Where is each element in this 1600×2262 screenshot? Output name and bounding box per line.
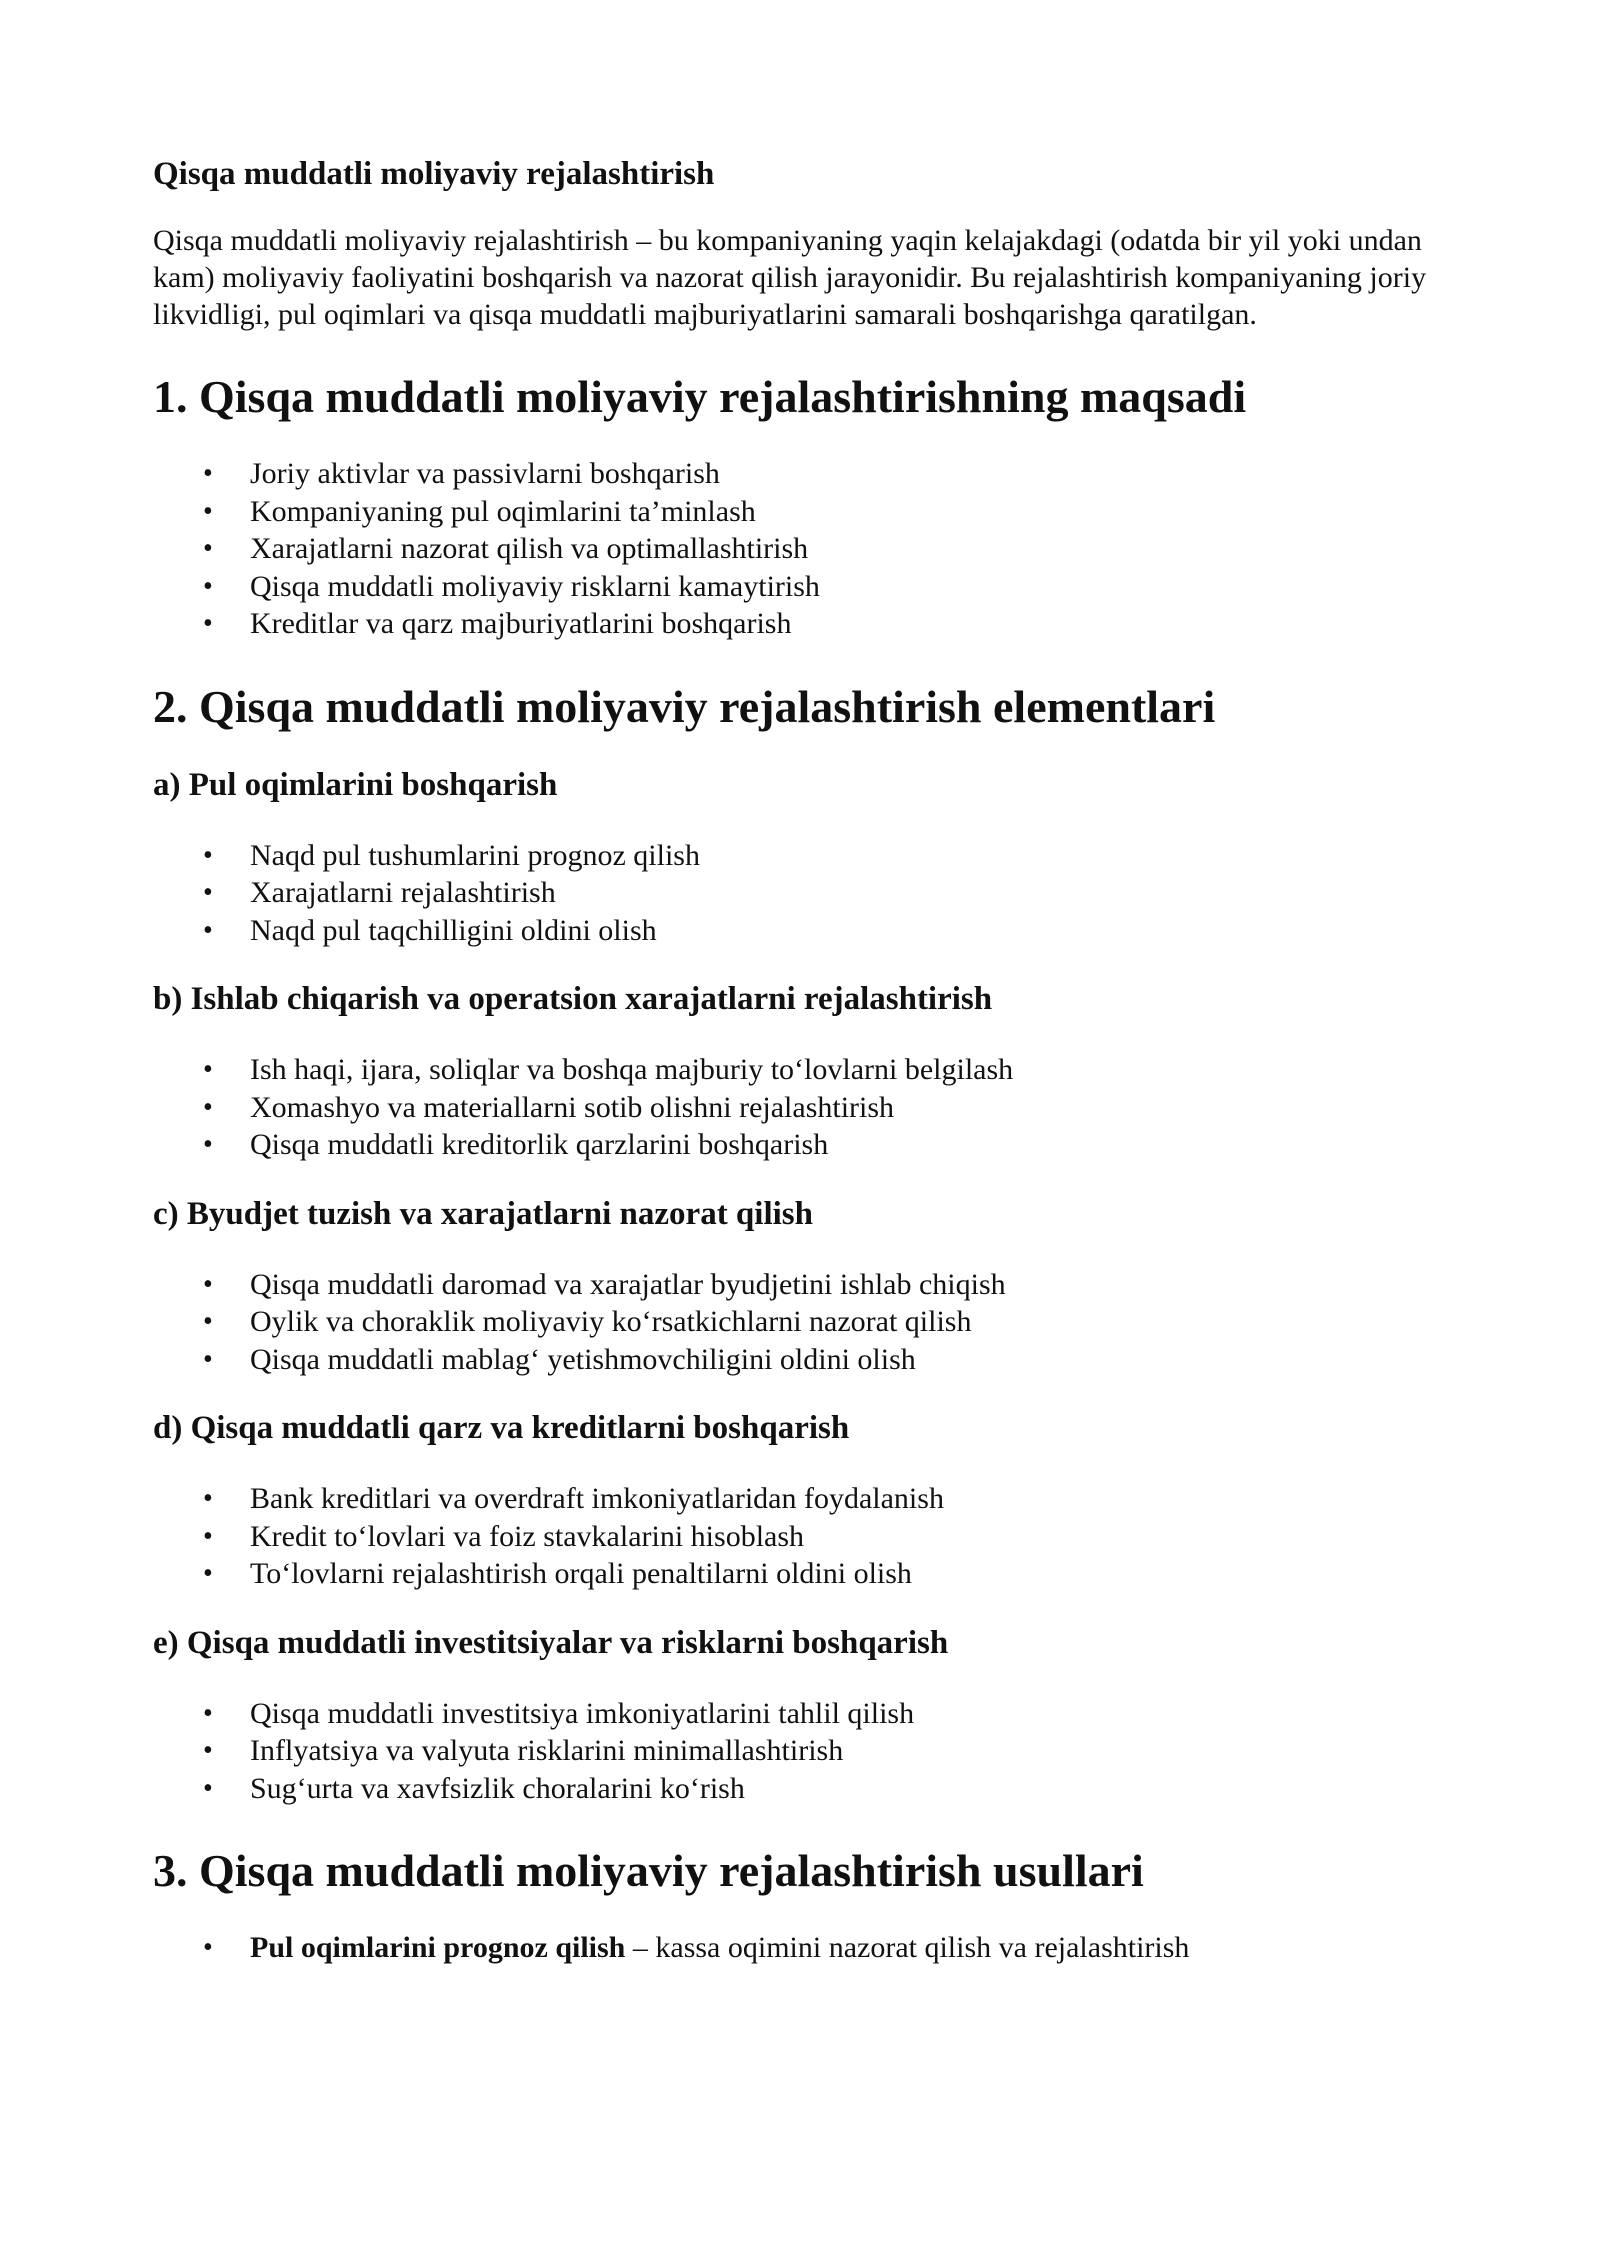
list-item [153, 1126, 1487, 1164]
bullet-icon: • [203, 1932, 213, 1963]
list-item-text: Qisqa muddatli kreditorlik qarzlarini boshqarish [250, 1128, 829, 1161]
subsection-c-heading: c) Byudjet tuzish va xarajatlarni nazorat qilish [153, 1195, 813, 1232]
subsection-a-list [153, 837, 1487, 950]
subsection-e-list [153, 1695, 1487, 1808]
list-item-text: Sug‘urta va xavfsizlik choralarini ko‘rish [250, 1771, 745, 1805]
list-item [153, 455, 1487, 493]
bullet-icon: • [203, 1697, 213, 1729]
list-item [153, 1341, 1487, 1379]
list-item-text: Naqd pul taqchilligini oldini olish [250, 913, 657, 947]
list-item-term: Pul oqimlarini prognoz qilish [250, 1931, 626, 1964]
list-item [153, 1732, 1487, 1770]
bullet-icon: • [203, 1558, 213, 1589]
list-item [153, 1518, 1487, 1556]
list-item-text: Ish haqi, ijara, soliqlar va boshqa majburiy to‘lovlarni belgilash [250, 1053, 1014, 1086]
bullet-icon: • [203, 570, 213, 602]
bullet-icon: • [203, 839, 213, 871]
bullet-icon: • [203, 1091, 213, 1123]
bullet-icon: • [203, 1129, 213, 1160]
list-item-text: Xarajatlarni rejalashtirish [250, 876, 556, 909]
list-item [153, 568, 1487, 606]
list-item-text: Kredit to‘lovlari va foiz stavkalarini hisoblash [250, 1519, 805, 1553]
subsection-d-heading: d) Qisqa muddatli qarz va kreditlarni boshqarish [153, 1410, 850, 1446]
section-2-heading: 2. Qisqa muddatli moliyaviy rejalashtirish elementlari [153, 680, 1216, 732]
list-item [153, 493, 1487, 531]
list-item-text: Kreditlar va qarz majburiyatlarini boshqarish [250, 607, 792, 640]
document-title: Qisqa muddatli moliyaviy rejalashtirish [153, 156, 715, 192]
intro-paragraph: Qisqa muddatli moliyaviy rejalashtirish – bu kompaniyaning yaqin kelajakdagi (odatda bir yil yoki undan kam) moliyaviy faoliyatini boshqarish va nazorat qilish jarayonidir. Bu rejalashtirish kompaniyaning joriy likvidligi, pul oqimlari va qisqa muddatli majburiyatlarini samarali boshqarishga qaratilgan. [153, 224, 1427, 331]
list-item [153, 1929, 1487, 1967]
list-item-text: Inflyatsiya va valyuta risklarini minimallashtirish [250, 1734, 844, 1767]
section-1-heading: 1. Qisqa muddatli moliyaviy rejalashtirishning maqsadi [153, 371, 1247, 422]
list-item-text: Naqd pul tushumlarini prognoz qilish [250, 838, 700, 872]
list-item [153, 874, 1487, 912]
list-item-text: Oylik va choraklik moliyaviy ko‘rsatkichlarni nazorat qilish [250, 1305, 972, 1338]
list-item-text: Qisqa muddatli moliyaviy risklarni kamaytirish [250, 569, 820, 603]
bullet-icon: • [203, 533, 213, 564]
list-item [153, 1303, 1487, 1341]
subsection-c-list [153, 1266, 1487, 1379]
list-item [153, 1266, 1487, 1304]
list-item [153, 1089, 1487, 1127]
section-1-list [153, 455, 1487, 643]
bullet-icon: • [203, 495, 213, 527]
list-item [153, 1555, 1487, 1593]
bullet-icon: • [203, 914, 213, 946]
bullet-icon: • [203, 1343, 213, 1375]
list-item-text: Qisqa muddatli investitsiya imkoniyatlarini tahlil qilish [250, 1696, 915, 1730]
list-item-text: – kassa oqimini nazorat qilish va rejalashtirish [625, 1931, 1190, 1964]
bullet-icon: • [203, 1054, 213, 1085]
list-item-text: Qisqa muddatli daromad va xarajatlar byudjetini ishlab chiqish [250, 1267, 1006, 1301]
section-3-heading: 3. Qisqa muddatli moliyaviy rejalashtirish usullari [153, 1845, 1144, 1896]
list-item-text: Joriy aktivlar va passivlarni boshqarish [250, 457, 720, 490]
list-item [153, 1695, 1487, 1733]
list-item-text: Kompaniyaning pul oqimlarini ta’minlash [250, 494, 756, 528]
bullet-icon: • [203, 1483, 213, 1514]
section-3-list [153, 1929, 1487, 1967]
bullet-icon: • [203, 1735, 213, 1766]
list-item-text: Xomashyo va materiallarni sotib olishni rejalashtirish [250, 1090, 895, 1124]
bullet-icon: • [203, 458, 213, 489]
subsection-d-list [153, 1480, 1487, 1593]
subsection-e-heading: e) Qisqa muddatli investitsiyalar va risklarni boshqarish [153, 1624, 949, 1661]
list-item-text: Bank kreditlari va overdraft imkoniyatlaridan foydalanish [250, 1482, 944, 1515]
list-item-text: Qisqa muddatli mablag‘ yetishmovchiligini oldini olish [250, 1342, 916, 1376]
bullet-icon: • [203, 1268, 213, 1300]
subsection-a-heading: a) Pul oqimlarini boshqarish [153, 766, 558, 803]
bullet-icon: • [203, 877, 213, 908]
bullet-icon: • [203, 1306, 213, 1337]
list-item-text: To‘lovlarni rejalashtirish orqali penaltilarni oldini olish [250, 1557, 912, 1590]
list-item [153, 530, 1487, 568]
bullet-icon: • [203, 608, 213, 639]
list-item [153, 1770, 1487, 1808]
subsection-b-heading: b) Ishlab chiqarish va operatsion xarajatlarni rejalashtirish [153, 981, 993, 1017]
list-item [153, 1480, 1487, 1518]
bullet-icon: • [203, 1520, 213, 1552]
list-item [153, 912, 1487, 950]
subsection-b-list [153, 1051, 1487, 1164]
list-item [153, 605, 1487, 643]
list-item [153, 1051, 1487, 1089]
list-item-text: Xarajatlarni nazorat qilish va optimallashtirish [250, 532, 809, 565]
bullet-icon: • [203, 1772, 213, 1804]
list-item [153, 837, 1487, 875]
